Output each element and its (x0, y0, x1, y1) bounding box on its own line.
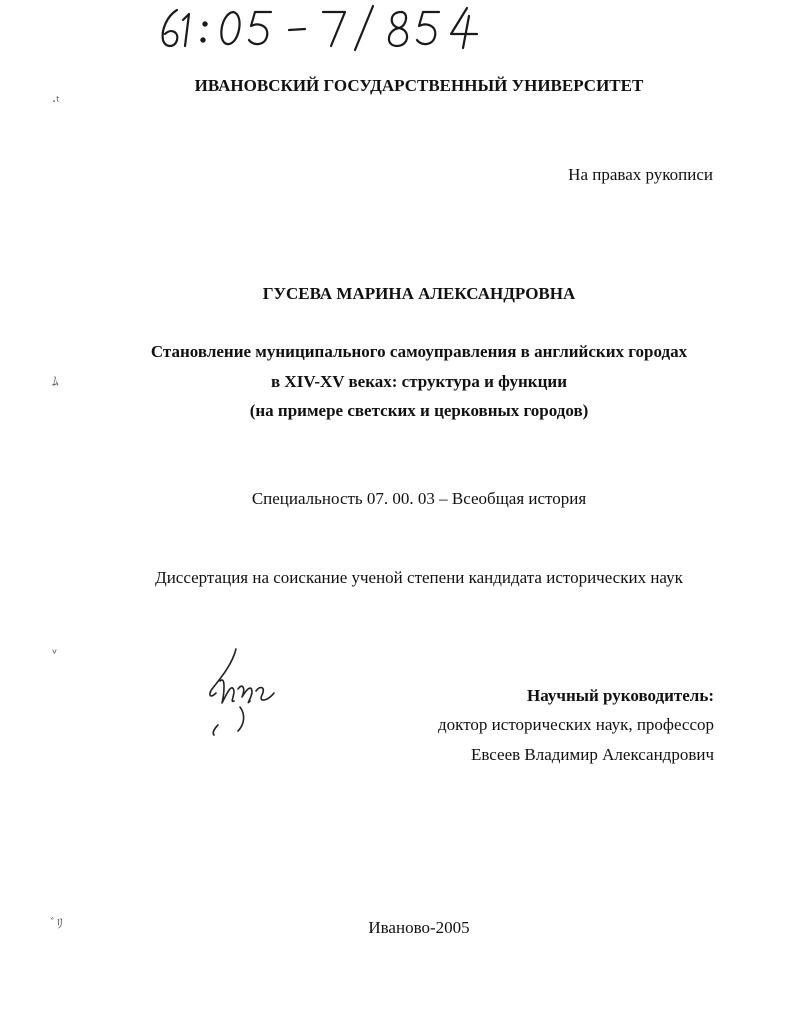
scan-speck: ᵛ (52, 647, 58, 662)
scan-speck: ·ᵗ (52, 95, 60, 110)
supervisor-name: Евсеев Владимир Александрович (470, 745, 714, 764)
title-line-3: (на примере светских и церковных городов) (249, 401, 589, 420)
place-and-year: Иваново-2005 (368, 918, 470, 937)
university-name: ИВАНОВСКИЙ ГОСУДАРСТВЕННЫЙ УНИВЕРСИТЕТ (194, 76, 644, 95)
supervisor-degree: доктор исторических наук, профессор (438, 715, 714, 734)
title-line-1: Становление муниципального самоуправления в английских городах (150, 342, 688, 361)
specialty: Специальность 07. 00. 03 – Всеобщая история (251, 489, 587, 508)
supervisor-heading: Научный руководитель: (527, 686, 714, 705)
manuscript-note: На правах рукописи (568, 165, 713, 184)
handwritten-archive-code (155, 2, 485, 54)
handwritten-signature (200, 645, 290, 740)
scan-speck: ﾑ (52, 375, 59, 390)
author-name: ГУСЕВА МАРИНА АЛЕКСАНДРОВНА (262, 284, 576, 303)
scan-speck: ﾞﾘ (50, 917, 63, 932)
dissertation-degree: Диссертация на соискание ученой степени кандидата исторических наук (155, 568, 683, 587)
title-line-2: в XIV-XV веках: структура и функции (271, 372, 567, 391)
